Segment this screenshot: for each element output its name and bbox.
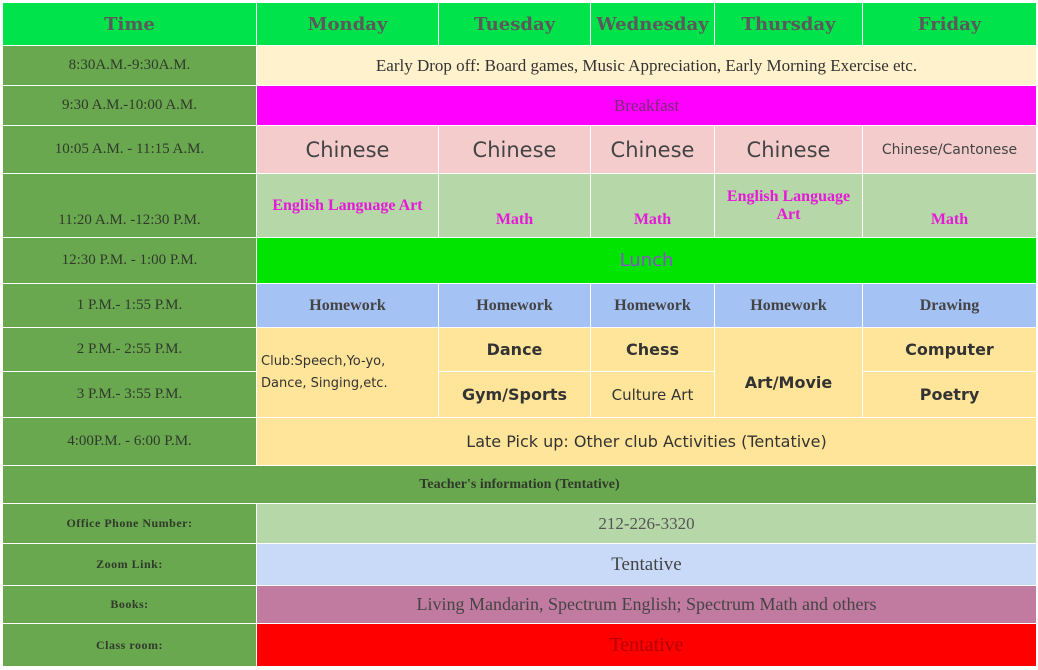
row-phone (3, 504, 1037, 544)
friday-class: Computer (863, 328, 1037, 372)
time-cell: 1 P.M.- 1:55 P.M. (3, 284, 257, 328)
classroom-label: Class room: (3, 624, 257, 667)
header-friday: Friday (863, 3, 1037, 46)
header-thursday: Thursday (715, 3, 863, 46)
time-cell: 4:00P.M. - 6:00 P.M. (3, 418, 257, 466)
row-ela-math (3, 174, 1037, 238)
wednesday-class: Homework (591, 284, 715, 328)
row-homework (3, 284, 1037, 328)
thursday-class: Art/Movie (715, 328, 863, 418)
monday-club (257, 328, 439, 418)
tuesday-class: Dance (439, 328, 591, 372)
row-lunch (3, 238, 1037, 284)
schedule-table (2, 2, 1037, 667)
lunch-activity: Lunch (257, 238, 1037, 284)
club-line-1: Club:Speech,Yo-yo, (261, 353, 386, 369)
time-cell: 11:20 A.M. -12:30 P.M. (3, 174, 257, 238)
row-afternoon-2 (3, 372, 1037, 418)
thursday-class: Homework (715, 284, 863, 328)
books-value: Living Mandarin, Spectrum English; Spectrum Math and others (257, 586, 1037, 624)
zoom-label: Zoom Link: (3, 544, 257, 586)
monday-class: Chinese (257, 126, 439, 174)
row-teacher-heading (3, 466, 1037, 504)
row-zoom (3, 544, 1037, 586)
books-label: Books: (3, 586, 257, 624)
tuesday-class: Chinese (439, 126, 591, 174)
phone-label: Office Phone Number: (3, 504, 257, 544)
thursday-class: Chinese (715, 126, 863, 174)
header-wednesday: Wednesday (591, 3, 715, 46)
row-classroom (3, 624, 1037, 667)
header-monday: Monday (257, 3, 439, 46)
wednesday-class: Chinese (591, 126, 715, 174)
header-row (3, 3, 1037, 46)
late-pickup-activity: Late Pick up: Other club Activities (Tentative) (257, 418, 1037, 466)
friday-class: Drawing (863, 284, 1037, 328)
breakfast-activity: Breakfast (257, 86, 1037, 126)
wednesday-class: Culture Art (591, 372, 715, 418)
time-cell: 2 P.M.- 2:55 P.M. (3, 328, 257, 372)
time-cell: 8:30A.M.-9:30A.M. (3, 46, 257, 86)
tuesday-class: Gym/Sports (439, 372, 591, 418)
header-time: Time (3, 3, 257, 46)
tuesday-class: Math (439, 174, 591, 238)
time-cell: 10:05 A.M. - 11:15 A.M. (3, 126, 257, 174)
thursday-class: English Language Art (715, 174, 863, 238)
monday-class: Homework (257, 284, 439, 328)
friday-class: Chinese/Cantonese (863, 126, 1037, 174)
row-breakfast (3, 86, 1037, 126)
phone-value: 212-226-3320 (257, 504, 1037, 544)
wednesday-class: Chess (591, 328, 715, 372)
zoom-value: Tentative (257, 544, 1037, 586)
teacher-info-heading: Teacher's information (Tentative) (3, 466, 1037, 504)
wednesday-class: Math (591, 174, 715, 238)
tuesday-class: Homework (439, 284, 591, 328)
early-drop-activity: Early Drop off: Board games, Music Appreciation, Early Morning Exercise etc. (257, 46, 1037, 86)
row-chinese (3, 126, 1037, 174)
time-cell: 3 P.M.- 3:55 P.M. (3, 372, 257, 418)
monday-class: English Language Art (257, 174, 439, 238)
header-tuesday: Tuesday (439, 3, 591, 46)
club-line-2: Dance, Singing,etc. (261, 375, 388, 391)
classroom-value: Tentative (257, 624, 1037, 667)
row-books (3, 586, 1037, 624)
friday-class: Math (863, 174, 1037, 238)
time-cell: 12:30 P.M. - 1:00 P.M. (3, 238, 257, 284)
schedule-wrapper (2, 2, 1036, 668)
time-cell: 9:30 A.M.-10:00 A.M. (3, 86, 257, 126)
row-late-pickup (3, 418, 1037, 466)
row-early-drop (3, 46, 1037, 86)
friday-class: Poetry (863, 372, 1037, 418)
row-afternoon-1 (3, 328, 1037, 372)
